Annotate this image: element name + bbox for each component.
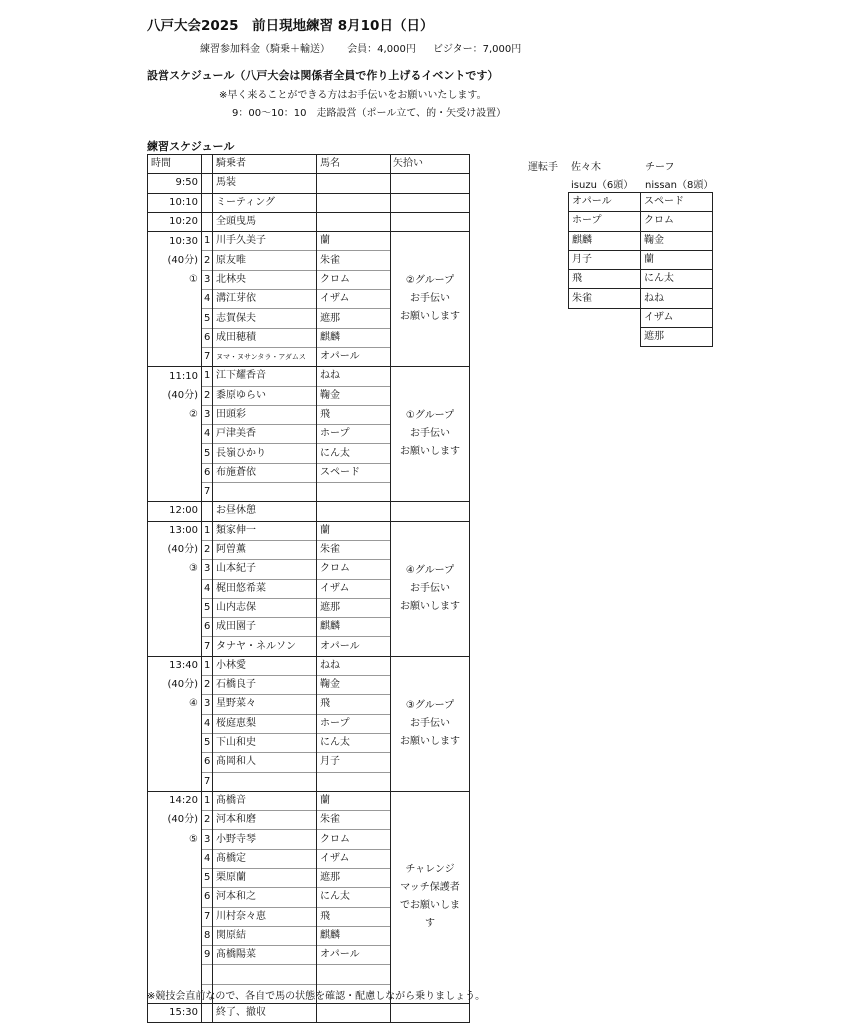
rider-name: 江下耀香音	[213, 367, 317, 386]
horse-name: にん太	[317, 888, 391, 907]
rider-name: 栗原蘭	[213, 868, 317, 887]
blank-cell	[148, 849, 202, 868]
horse-cell	[317, 212, 391, 231]
num-cell: 3	[202, 270, 213, 289]
horse-name: 飛	[317, 907, 391, 926]
num-cell	[202, 193, 213, 212]
helper-group-cell	[391, 791, 470, 1003]
visitor-fee: ビジター：7,000円	[433, 44, 522, 55]
horse-name: ホープ	[317, 714, 391, 733]
time-cell: 10:20	[148, 212, 202, 231]
num-cell: 6	[202, 463, 213, 482]
num-cell	[202, 1004, 213, 1023]
helper-cell	[391, 174, 470, 193]
num-cell: 4	[202, 849, 213, 868]
num-cell: 1	[202, 232, 213, 251]
horse-name: イザム	[317, 849, 391, 868]
helper-group-cell	[391, 656, 470, 791]
left-horse: 飛	[569, 270, 641, 289]
driver-left-name: 佐々木	[571, 162, 601, 173]
rider-name: 星野菜々	[213, 695, 317, 714]
group-marker: ①	[148, 270, 202, 289]
driver-row	[569, 308, 713, 327]
num-cell: 1	[202, 521, 213, 540]
horse-name: 月子	[317, 753, 391, 772]
driver-row	[569, 250, 713, 269]
right-horse: ねね	[641, 289, 713, 308]
right-horse: クロム	[641, 212, 713, 231]
num-cell: 6	[202, 618, 213, 637]
blank-cell	[148, 444, 202, 463]
blank-cell	[148, 753, 202, 772]
table-row	[148, 232, 470, 251]
blank-cell	[148, 463, 202, 482]
helper-group-cell	[391, 232, 470, 367]
blank-cell	[148, 946, 202, 965]
num-cell: 7	[202, 483, 213, 502]
footer-note: ※競技会直前なので、各自で馬の状態を確認・配慮しながら乗りましょう。	[147, 991, 486, 1002]
blank-cell	[148, 714, 202, 733]
rider-name: 河本和之	[213, 888, 317, 907]
label-cell: お昼休憩	[213, 502, 317, 521]
helper-text: チャレンジ マッチ保護者 でお願いしま す	[400, 864, 460, 930]
rider-name: 桜庭恵梨	[213, 714, 317, 733]
left-horse: 朱雀	[569, 289, 641, 308]
time-cell: 13:40	[148, 656, 202, 675]
horse-name: 飛	[317, 695, 391, 714]
right-horse: にん太	[641, 270, 713, 289]
num-cell: 3	[202, 830, 213, 849]
right-horse: 蘭	[641, 250, 713, 269]
right-horse: イザム	[641, 308, 713, 327]
practice-schedule-table	[147, 154, 470, 1023]
helper-text: ③グループ お手伝い お願いします	[400, 699, 460, 747]
horse-name: 遮那	[317, 868, 391, 887]
group-marker: ③	[148, 560, 202, 579]
group-marker: ④	[148, 695, 202, 714]
horse-name: にん太	[317, 444, 391, 463]
setup-heading: 設営スケジュール（八戸大会は関係者全員で作り上げるイベントです）	[147, 69, 499, 82]
rider-name: 志賀保夫	[213, 309, 317, 328]
helper-text: ②グループ お手伝い お願いします	[400, 275, 460, 323]
horse-name: 飛	[317, 405, 391, 424]
duration-cell: (40分)	[148, 251, 202, 270]
horse-name	[317, 483, 391, 502]
time-cell: 15:30	[148, 1004, 202, 1023]
num-cell: 7	[202, 637, 213, 656]
blank-cell	[148, 772, 202, 791]
left-horse: 麒麟	[569, 231, 641, 250]
blank-cell	[148, 907, 202, 926]
column-header-blank	[202, 155, 213, 174]
blank-cell	[148, 733, 202, 752]
helper-cell	[391, 502, 470, 521]
setup-time: 9：00〜10：10 走路設営（ポール立て、的・矢受け設置）	[232, 108, 507, 119]
num-cell: 7	[202, 772, 213, 791]
helper-cell	[391, 1004, 470, 1023]
horse-name: イザム	[317, 579, 391, 598]
num-cell: 2	[202, 386, 213, 405]
blank-cell	[148, 965, 202, 984]
rider-name: 小野寺琴	[213, 830, 317, 849]
rider-name: 北林央	[213, 270, 317, 289]
blank-cell	[148, 483, 202, 502]
blank-cell	[148, 637, 202, 656]
label-cell: 馬装	[213, 174, 317, 193]
num-cell: 3	[202, 560, 213, 579]
single-row	[148, 502, 470, 521]
time-cell: 9:50	[148, 174, 202, 193]
rider-name: 髙橋陽菜	[213, 946, 317, 965]
duration-cell: (40分)	[148, 540, 202, 559]
horse-name: 遮那	[317, 598, 391, 617]
rider-name: 田頭彩	[213, 405, 317, 424]
horse-name: ねね	[317, 367, 391, 386]
driver-row	[569, 270, 713, 289]
helper-cell	[391, 212, 470, 231]
num-cell	[202, 965, 213, 984]
horse-cell	[317, 193, 391, 212]
column-header: 騎乗者	[213, 155, 317, 174]
rider-name: 髙橋音	[213, 791, 317, 810]
num-cell: 2	[202, 251, 213, 270]
horse-name: 麒麟	[317, 926, 391, 945]
horse-cell	[317, 502, 391, 521]
time-cell: 10:30	[148, 232, 202, 251]
driver-row	[569, 231, 713, 250]
horse-name: オパール	[317, 946, 391, 965]
rider-name: 山本紀子	[213, 560, 317, 579]
rider-name: 髙橋定	[213, 849, 317, 868]
blank-cell	[148, 888, 202, 907]
num-cell: 5	[202, 868, 213, 887]
num-cell: 2	[202, 676, 213, 695]
rider-name: 山内志保	[213, 598, 317, 617]
table-row	[148, 521, 470, 540]
num-cell: 3	[202, 695, 213, 714]
blank-cell	[148, 579, 202, 598]
driver-horse-table	[568, 192, 713, 347]
driver-label: 運転手	[528, 162, 558, 173]
rider-name: 戸津美香	[213, 425, 317, 444]
fee-label: 練習参加料金（騎乗＋輸送）	[200, 44, 330, 55]
blank-cell	[148, 347, 202, 366]
horse-name: 朱雀	[317, 251, 391, 270]
horse-name: 麒麟	[317, 328, 391, 347]
schedule-heading: 練習スケジュール	[147, 140, 235, 153]
left-horse: オパール	[569, 193, 641, 212]
time-cell: 10:10	[148, 193, 202, 212]
time-cell: 14:20	[148, 791, 202, 810]
duration-cell: (40分)	[148, 676, 202, 695]
num-cell: 2	[202, 540, 213, 559]
num-cell: 4	[202, 290, 213, 309]
group-marker: ⑤	[148, 830, 202, 849]
horse-name: 鞠金	[317, 386, 391, 405]
num-cell	[202, 502, 213, 521]
helper-text: ④グループ お手伝い お願いします	[400, 564, 460, 612]
horse-name: イザム	[317, 290, 391, 309]
rider-name: 石橋良子	[213, 676, 317, 695]
rider-name: 長嶺ひかり	[213, 444, 317, 463]
driver-row	[569, 212, 713, 231]
rider-name: 髙岡和人	[213, 753, 317, 772]
helper-text: ①グループ お手伝い お願いします	[400, 410, 460, 458]
driver-right-vehicle: nissan（8頭）	[645, 180, 714, 191]
driver-right-name: チーフ	[645, 162, 675, 173]
num-cell: 5	[202, 444, 213, 463]
rider-name: 類家伸一	[213, 521, 317, 540]
table-row	[148, 791, 470, 810]
horse-name: オパール	[317, 347, 391, 366]
rider-name: 阿曽薫	[213, 540, 317, 559]
rider-name: 河本和磨	[213, 811, 317, 830]
helper-group-cell	[391, 367, 470, 502]
rider-name: 川手久美子	[213, 232, 317, 251]
column-header: 時間	[148, 155, 202, 174]
single-row	[148, 1004, 470, 1023]
rider-name: タナヤ・ネルソン	[213, 637, 317, 656]
num-cell: 1	[202, 656, 213, 675]
rider-name: 布施蒼依	[213, 463, 317, 482]
duration-cell: (40分)	[148, 811, 202, 830]
num-cell: 7	[202, 347, 213, 366]
rider-name: 溝江芽依	[213, 290, 317, 309]
horse-name: 麒麟	[317, 618, 391, 637]
horse-name: ねね	[317, 656, 391, 675]
time-cell: 11:10	[148, 367, 202, 386]
rider-name: 関原結	[213, 926, 317, 945]
right-horse: 鞠金	[641, 231, 713, 250]
horse-name	[317, 772, 391, 791]
num-cell: 2	[202, 811, 213, 830]
time-cell: 12:00	[148, 502, 202, 521]
column-header: 矢拾い	[391, 155, 470, 174]
blank-cell	[148, 290, 202, 309]
num-cell: 6	[202, 753, 213, 772]
single-row	[148, 193, 470, 212]
rider-name	[213, 965, 317, 984]
rider-name: 成田園子	[213, 618, 317, 637]
num-cell: 1	[202, 791, 213, 810]
blank-cell	[148, 425, 202, 444]
num-cell: 4	[202, 425, 213, 444]
blank-cell	[148, 309, 202, 328]
horse-cell	[317, 1004, 391, 1023]
num-cell: 5	[202, 309, 213, 328]
setup-note: ※早く来ることができる方はお手伝いをお願いいたします。	[219, 90, 487, 101]
horse-name: クロム	[317, 270, 391, 289]
horse-name: 蘭	[317, 232, 391, 251]
label-cell: ミーティング	[213, 193, 317, 212]
driver-left-vehicle: isuzu（6頭）	[571, 180, 634, 191]
single-row	[148, 212, 470, 231]
horse-name: スペード	[317, 463, 391, 482]
num-cell: 3	[202, 405, 213, 424]
horse-name: オパール	[317, 637, 391, 656]
rider-name: 黍原ゆらい	[213, 386, 317, 405]
group-marker: ②	[148, 405, 202, 424]
label-cell: 全頭曳馬	[213, 212, 317, 231]
single-row	[148, 174, 470, 193]
num-cell: 4	[202, 579, 213, 598]
rider-name	[213, 772, 317, 791]
right-horse: スペード	[641, 193, 713, 212]
horse-name: ホープ	[317, 425, 391, 444]
table-row	[148, 656, 470, 675]
blank-cell	[148, 598, 202, 617]
num-cell: 6	[202, 888, 213, 907]
left-horse: 月子	[569, 250, 641, 269]
horse-name	[317, 965, 391, 984]
blank-cell	[148, 868, 202, 887]
duration-cell: (40分)	[148, 386, 202, 405]
rider-name: 成田穂積	[213, 328, 317, 347]
rider-name	[213, 483, 317, 502]
horse-name: 蘭	[317, 521, 391, 540]
label-cell: 終了、撤収	[213, 1004, 317, 1023]
driver-row	[569, 289, 713, 308]
horse-name: 遮那	[317, 309, 391, 328]
column-header: 馬名	[317, 155, 391, 174]
left-horse	[569, 308, 641, 327]
num-cell: 9	[202, 946, 213, 965]
rider-name: 川村奈々恵	[213, 907, 317, 926]
num-cell: 1	[202, 367, 213, 386]
time-cell: 13:00	[148, 521, 202, 540]
helper-group-cell	[391, 521, 470, 656]
num-cell	[202, 174, 213, 193]
header-row	[148, 155, 470, 174]
num-cell: 7	[202, 907, 213, 926]
driver-row	[569, 328, 713, 347]
blank-cell	[148, 618, 202, 637]
horse-name: 鞠金	[317, 676, 391, 695]
blank-cell	[148, 328, 202, 347]
num-cell: 4	[202, 714, 213, 733]
num-cell: 8	[202, 926, 213, 945]
num-cell	[202, 212, 213, 231]
rider-name: 原友唯	[213, 251, 317, 270]
horse-name: クロム	[317, 560, 391, 579]
num-cell: 5	[202, 598, 213, 617]
helper-cell	[391, 193, 470, 212]
left-horse	[569, 328, 641, 347]
rider-name: 下山和史	[213, 733, 317, 752]
fee-line	[200, 40, 535, 55]
rider-name: 小林愛	[213, 656, 317, 675]
horse-name: 朱雀	[317, 540, 391, 559]
rider-name: ヌマ・ヌサンタラ・アダムス	[213, 347, 317, 366]
right-horse: 遮那	[641, 328, 713, 347]
horse-cell	[317, 174, 391, 193]
horse-name: クロム	[317, 830, 391, 849]
left-horse: ホープ	[569, 212, 641, 231]
num-cell: 6	[202, 328, 213, 347]
table-row	[148, 367, 470, 386]
driver-row	[569, 193, 713, 212]
horse-name: 蘭	[317, 791, 391, 810]
num-cell: 5	[202, 733, 213, 752]
horse-name: 朱雀	[317, 811, 391, 830]
member-fee: 会員：4,000円	[347, 44, 416, 55]
rider-name: 梶田悠希菜	[213, 579, 317, 598]
page-title: 八戸大会2025 前日現地練習 8月10日（日）	[147, 18, 434, 34]
blank-cell	[148, 926, 202, 945]
horse-name: にん太	[317, 733, 391, 752]
